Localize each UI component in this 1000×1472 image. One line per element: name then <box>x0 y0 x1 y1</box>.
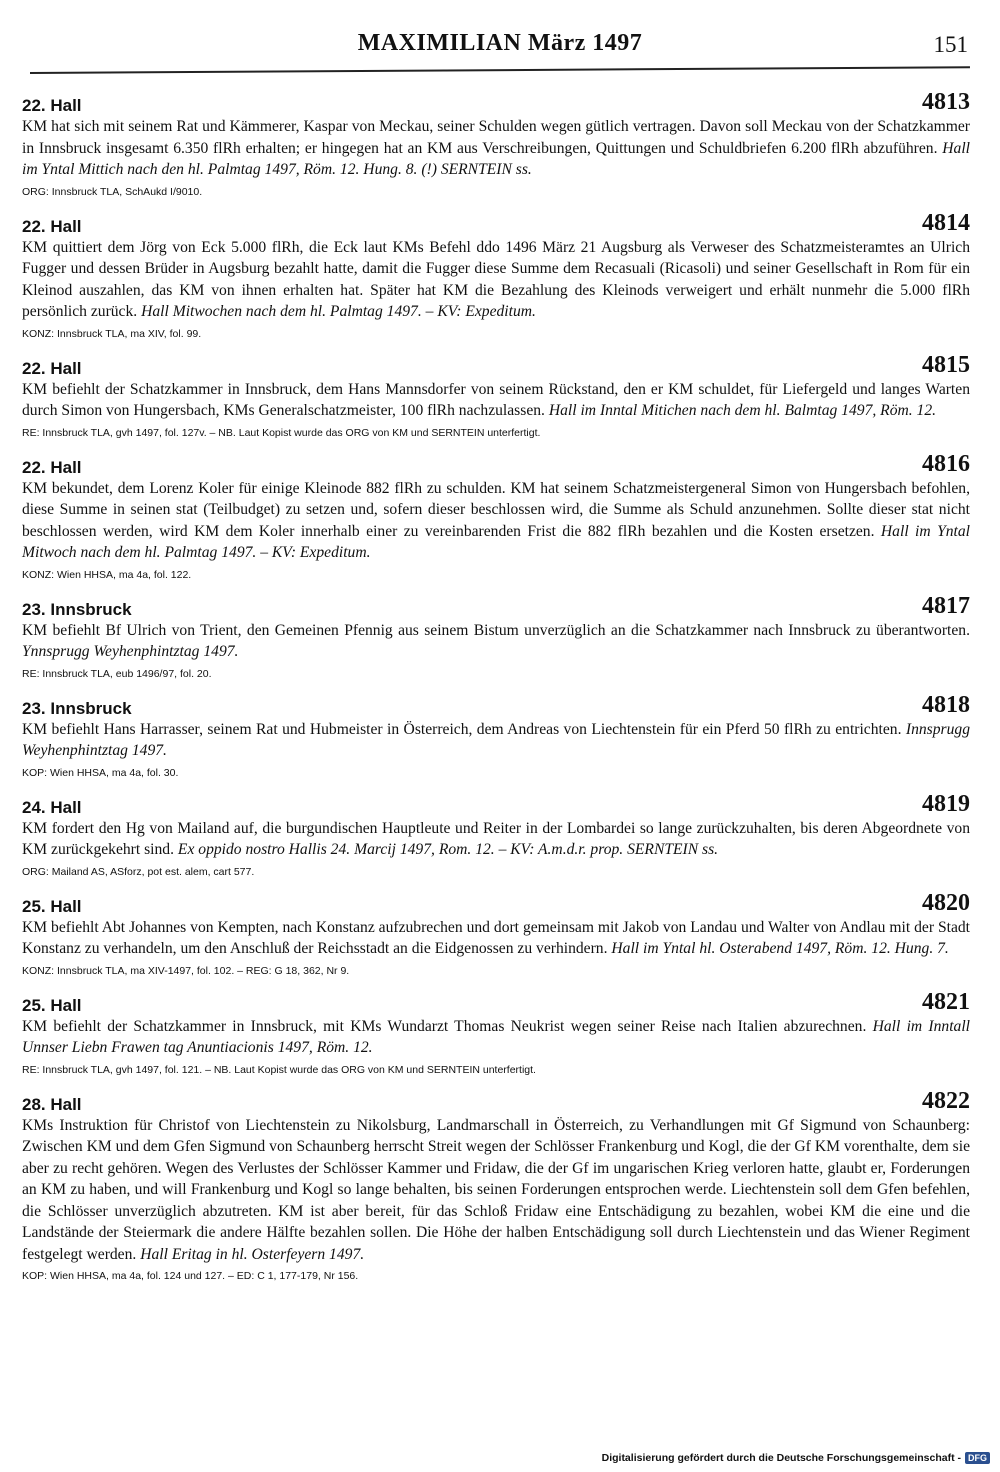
entry-list <box>22 89 971 1297</box>
entry-number: 4822 <box>922 1087 970 1114</box>
entry-4820 <box>22 889 970 979</box>
entry-text: KM befiehlt der Schatzkammer in Innsbruck, mit KMs Wundarzt Thomas Neukrist wegen seiner Reise nach Italien abzurechnen. Hall im Inntall Unnser Liebn Frawen tag Anuntiacionis 1497, Röm. 12. <box>22 1017 970 1056</box>
entry-source: KONZ: Innsbruck TLA, ma XIV, fol. 99. <box>22 327 202 340</box>
entry-4821 <box>22 988 970 1078</box>
entry-source: ORG: Mailand AS, ASforz, pot est. alem, cart 577. <box>22 865 255 878</box>
entry-source: RE: Innsbruck TLA, eub 1496/97, fol. 20. <box>22 667 212 680</box>
entry-number: 4817 <box>922 592 970 619</box>
entry-text: KM fordert den Hg von Mailand auf, die burgundischen Hauptleute und Reiter in der Lombardei so lange zurückzuhalten, bis deren Abgeordnete von KM zurückgekehrt sind. Ex oppido nostro Hallis 24. Marcij 1497, Rom. 12. – KV: A.m.d.r. prop. SERNTEIN ss. <box>22 819 970 858</box>
entry-place: 23. Innsbruck <box>22 599 132 619</box>
entry-text: KM bekundet, dem Lorenz Koler für einige Kleinode 882 flRh zu schulden. KM hat seinem Schatzmeistergeneral Simon von Hungersbach befohlen, diese Summe in seinen stat (Teilbudget) zu setzen und, sofern dieser beschlossen wird, die Summe als Schuld anzunehmen. Sollte dieser stat nicht beschlossen werden, wird KM dem Koler innerhalb einer zu vereinbarenden Frist die 882 flRh bezahlen und die Kosten ersetzen. Hall im Yntal Mitwoch nach dem hl. Palmtag 1497. – KV: Expeditum. <box>22 479 971 561</box>
entry-4813 <box>22 89 970 200</box>
entry-number: 4820 <box>922 889 970 916</box>
entry-4814 <box>22 209 970 342</box>
entry-source: KONZ: Wien HHSA, ma 4a, fol. 122. <box>22 568 192 581</box>
entry-4815 <box>22 351 970 441</box>
entry-place: 28. Hall <box>22 1094 82 1114</box>
entry-4817 <box>22 592 970 682</box>
entry-place: 25. Hall <box>22 995 82 1015</box>
entry-place: 22. Hall <box>22 216 82 236</box>
entry-number: 4813 <box>922 89 970 115</box>
page-header <box>0 30 1000 70</box>
entry-text: KM befiehlt der Schatzkammer in Innsbruck, dem Hans Mannsdorfer von seinem Rückstand, den er KM schuldet, für Liefergeld und langes Warten durch Simon von Hungersbach, KMs Generalschatzmeister, 100 flRh nachzulassen. Hall im Inntal Mitichen nach dem hl. Balmtag 1497, Röm. 12. <box>22 380 970 419</box>
entry-source: RE: Innsbruck TLA, gvh 1497, fol. 127v. – NB. Laut Kopist wurde das ORG von KM und SERNTEIN unterfertigt. <box>22 426 541 439</box>
entry-text: KM befiehlt Hans Harrasser, seinem Rat und Hubmeister in Österreich, dem Andreas von Liechtenstein für ein Pferd 50 flRh zu entrichten. Innsprugg Weyhenphintztag 1497. <box>22 720 970 759</box>
entry-text: KM quittiert dem Jörg von Eck 5.000 flRh, die Eck laut KMs Befehl ddo 1496 März 21 Augsburg als Verweser des Schatzmeisteramtes an Ulrich Fugger und dessen Brüder in Augsburg bezahlt hatte, damit die Fugger diese Summe dem Recasuali (Ricasoli) und seiner Gesellschaft in Rom für ein Kleinod auszahlen, das KM von ihnen erhalten hat. Später hat KM die Bezahlung des Kleinods verweigert und erhält nunmehr die 5.000 flRh persönlich zurück. Hall Mitwochen nach dem hl. Palmtag 1497. – KV: Expeditum. <box>22 238 970 320</box>
entry-source: KOP: Wien HHSA, ma 4a, fol. 124 und 127. – ED: C 1, 177-179, Nr 156. <box>22 1270 359 1282</box>
entry-text: KMs Instruktion für Christof von Liechtenstein zu Nikolsburg, Landmarschall in Österreich, zu Verhandlungen mit Gf Sigmund von Schaunberg: Zwischen KM und dem Gfen Sigmund von Schaunberg herrscht Streit wegen der Schlösser Frankenburg und Kogl, die der Gf KM vorenthalte, dem sie aber zu recht gehören. Wegen des Verlustes der Schlösser Kammer und Fridaw, die der Gf im ungarischen Krieg verloren hatte, glaubt er, Forderungen an KM zu haben, und will Frankenburg und Kogl so lange behalten, bis seinen Forderungen entsprochen werde. Liechtenstein soll dem Gfen befehlen, die Schlösser unverzüglich abzutreten. KM ist aber bereit, für das Schloß Fridaw eine Entschädigung zu bezahlen, wobei KM die eine und die Landstände der Steiermark die andere Hälfte bezahlen sollen. Die Höhe der halben Entschädigung soll durch Liechtenstein und das Wiener Regiment festgelegt werden. Hall Eritag in hl. Osterfeyern 1497. <box>22 1116 970 1263</box>
footer-text: Digitalisierung gefördert durch die Deutsche Forschungsgemeinschaft - <box>601 1452 961 1464</box>
entry-4822 <box>22 1087 970 1285</box>
entry-place: 22. Hall <box>22 457 82 477</box>
digitization-footer <box>602 1452 990 1464</box>
entry-source: RE: Innsbruck TLA, gvh 1497, fol. 121. – NB. Laut Kopist wurde das ORG von KM und SERNTEIN unterfertigt. <box>22 1063 536 1076</box>
entry-number: 4816 <box>922 450 970 477</box>
entry-4816 <box>22 450 971 583</box>
entry-4819 <box>22 790 970 880</box>
page-number: 151 <box>933 32 968 57</box>
dfg-logo-icon: DFG <box>965 1452 990 1464</box>
entry-place: 25. Hall <box>22 896 82 916</box>
entry-source: KONZ: Innsbruck TLA, ma XIV-1497, fol. 102. – REG: G 18, 362, Nr 9. <box>22 964 350 977</box>
entry-place: 24. Hall <box>22 797 82 817</box>
entry-text: KM hat sich mit seinem Rat und Kämmerer, Kaspar von Meckau, seiner Schulden wegen gütlich vertragen. Davon soll Meckau von der Schatzkammer in Innsbruck insgesamt 6.350 flRh erhalten; er hingegen hat an KM aus Verschreibungen, Quittungen und Schuldbriefen 6.200 flRh abzuführen. Hall im Yntal Mittich nach den hl. Palmtag 1497, Röm. 12. Hung. 8. (!) SERNTEIN ss. <box>22 118 970 178</box>
entry-number: 4819 <box>922 790 970 817</box>
running-title: MAXIMILIAN März 1497 <box>357 30 643 56</box>
entry-place: 23. Innsbruck <box>22 698 132 718</box>
entry-number: 4815 <box>922 351 970 378</box>
entry-4818 <box>22 691 970 781</box>
entry-number: 4821 <box>922 988 970 1015</box>
entry-number: 4814 <box>922 209 970 236</box>
entry-text: KM befiehlt Bf Ulrich von Trient, den Gemeinen Pfennig aus seinem Bistum unverzüglich an die Schatzkammer nach Innsbruck zu überantworten. Ynnsprugg Weyhenphintztag 1497. <box>22 621 970 660</box>
entry-place: 22. Hall <box>22 358 82 378</box>
entry-number: 4818 <box>922 691 970 718</box>
entry-place: 22. Hall <box>22 96 82 115</box>
entry-text: KM befiehlt Abt Johannes von Kempten, nach Konstanz aufzubrechen und dort gemeinsam mit Jakob von Landau und Walter von Andlau mit der Stadt Konstanz zu verhandeln, um den Anschluß der Reichsstadt an die Eidgenossen zu verhindern. Hall im Yntal hl. Osterabend 1497, Röm. 12. Hung. 7. <box>22 918 970 957</box>
entry-source: ORG: Innsbruck TLA, SchAukd I/9010. <box>22 185 203 198</box>
entry-source: KOP: Wien HHSA, ma 4a, fol. 30. <box>22 766 179 779</box>
